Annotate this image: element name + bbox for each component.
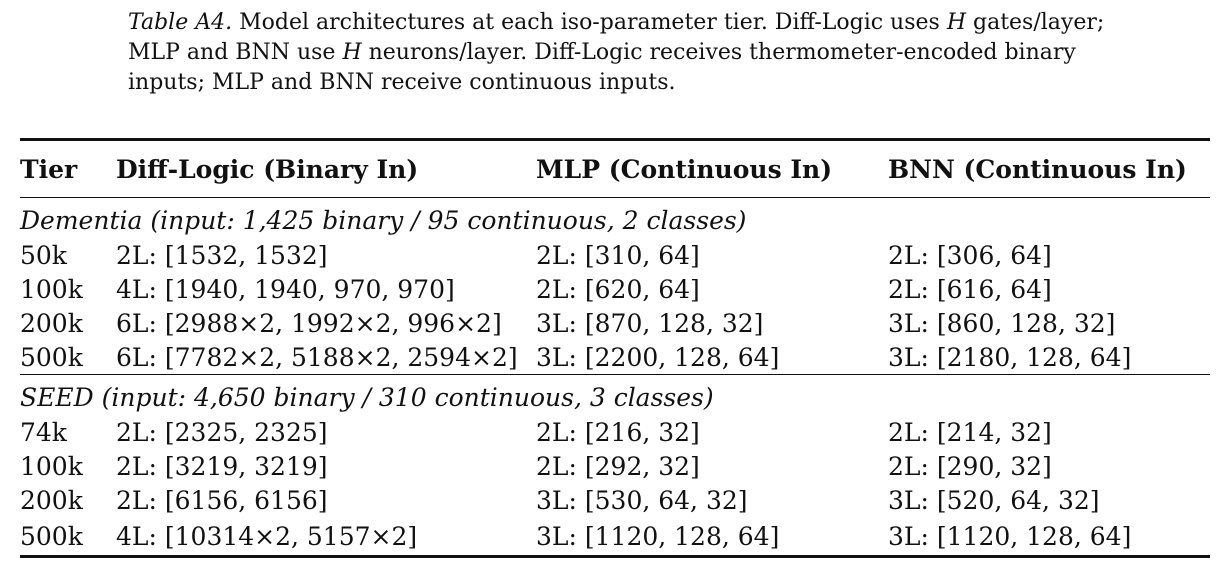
table-row: [20, 483, 1210, 517]
cell-bnn: 3L: [2180, 128, 64]: [888, 342, 1132, 372]
cell-mlp: 3L: [870, 128, 32]: [536, 308, 764, 338]
cell-tier: 200k: [20, 308, 83, 338]
header-diff-logic: Diff-Logic (Binary In): [116, 140, 536, 198]
cell-mlp: 3L: [2200, 128, 64]: [536, 342, 780, 372]
cell-mlp: 2L: [620, 64]: [536, 274, 700, 304]
table-row: [20, 415, 1210, 449]
cell-mlp: 3L: [1120, 128, 64]: [536, 517, 888, 557]
cell-bnn: 3L: [1120, 128, 64]: [888, 517, 1210, 557]
cell-bnn: 2L: [616, 64]: [888, 274, 1052, 304]
cell-tier: 500k: [20, 342, 83, 372]
cell-diff-logic: 2L: [1532, 1532]: [116, 240, 328, 270]
cell-bnn: 2L: [214, 32]: [888, 417, 1052, 447]
cell-mlp: 2L: [310, 64]: [536, 240, 700, 270]
table-row: [20, 449, 1210, 483]
cell-tier: 500k: [20, 517, 116, 557]
group-row-dementia: [20, 198, 1210, 239]
cell-mlp: 3L: [530, 64, 32]: [536, 485, 748, 515]
caption-line-3: inputs; MLP and BNN receive continuous inputs.: [128, 70, 676, 95]
cell-bnn: 2L: [290, 32]: [888, 451, 1052, 481]
cell-diff-logic: 4L: [10314×2, 5157×2]: [116, 517, 536, 557]
cell-bnn: 2L: [306, 64]: [888, 240, 1052, 270]
cell-bnn: 3L: [520, 64, 32]: [888, 485, 1100, 515]
cell-diff-logic: 2L: [3219, 3219]: [116, 451, 328, 481]
table-row: [20, 238, 1210, 272]
cell-diff-logic: 6L: [2988×2, 1992×2, 996×2]: [116, 308, 502, 338]
caption-text-1a: Model architectures at each iso-parameter tier. Diff-Logic uses: [239, 10, 947, 35]
caption-text-2b: neurons/layer. Diff-Logic receives thermometer-encoded binary: [361, 40, 1076, 65]
cell-mlp: 2L: [216, 32]: [536, 417, 700, 447]
cell-diff-logic: 4L: [1940, 1940, 970, 970]: [116, 274, 455, 304]
cell-diff-logic: 2L: [2325, 2325]: [116, 417, 328, 447]
header-mlp: MLP (Continuous In): [536, 140, 888, 198]
caption-label: Table A4.: [128, 10, 233, 35]
caption-line-1: [128, 8, 1108, 38]
header-bnn: BNN (Continuous In): [888, 140, 1210, 198]
cell-diff-logic: 6L: [7782×2, 5188×2, 2594×2]: [116, 342, 518, 372]
group-title: SEED (input: 4,650 binary / 310 continuous, 3 classes): [20, 375, 1210, 416]
table-row: [20, 517, 1210, 557]
cell-tier: 100k: [20, 274, 83, 304]
cell-bnn: 3L: [860, 128, 32]: [888, 308, 1116, 338]
table-caption: [128, 8, 1108, 98]
caption-text-1b: gates/layer;: [966, 10, 1105, 35]
caption-line-2: [128, 38, 1108, 68]
architecture-table: [20, 138, 1210, 558]
cell-tier: 200k: [20, 485, 83, 515]
cell-tier: 74k: [20, 417, 67, 447]
header-tier: Tier: [20, 140, 116, 198]
table-row: [20, 340, 1210, 375]
table-row: [20, 306, 1210, 340]
table-row: [20, 272, 1210, 306]
cell-tier: 50k: [20, 240, 67, 270]
cell-diff-logic: 2L: [6156, 6156]: [116, 485, 328, 515]
cell-mlp: 2L: [292, 32]: [536, 451, 700, 481]
header-row: [20, 140, 1210, 198]
group-row-seed: [20, 375, 1210, 416]
caption-text-2a: MLP and BNN use: [128, 40, 343, 65]
cell-tier: 100k: [20, 451, 83, 481]
caption-variable-h: H: [946, 10, 966, 35]
caption-variable-h-2: H: [342, 40, 362, 65]
group-title: Dementia (input: 1,425 binary / 95 continuous, 2 classes): [20, 205, 747, 235]
